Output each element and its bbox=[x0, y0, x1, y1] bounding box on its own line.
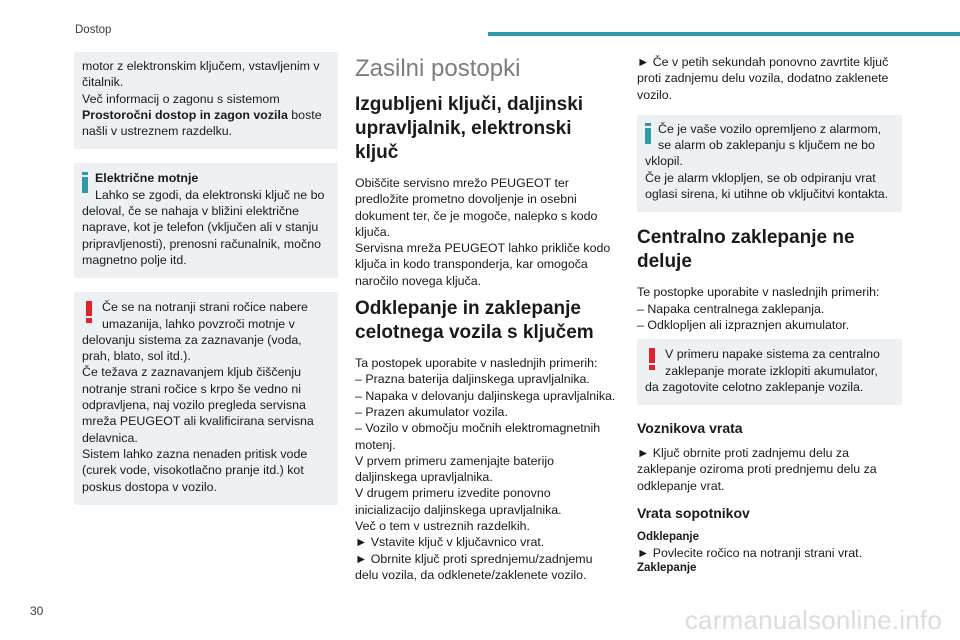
warning-icon bbox=[86, 301, 92, 323]
section-header: Dostop bbox=[75, 24, 112, 36]
box-text-pre: Več informacij o zagonu s sistemom bbox=[82, 91, 280, 106]
list-item: – Odklopljen ali izpraznjen akumulator. bbox=[637, 317, 850, 332]
info-icon bbox=[82, 172, 88, 193]
warning-text-1: Če se na notranji strani ročice nabere umazanija, lahko povzroči motnje v delovanju sistema za zaznavanje (voda, prah, blato, sol itd.). bbox=[82, 300, 308, 364]
step-item: ► Povlecite ročico na notranji strani vrat. bbox=[637, 546, 863, 561]
step-item: ► Ključ obrnite proti zadnjemu delu za zaklepanje oziroma proti prednjemu delu za odklepanje vrat. bbox=[637, 446, 877, 493]
unlock-text-1: V prvem primeru zamenjajte baterijo daljinskega upravljalnika. bbox=[355, 453, 555, 485]
list-item: – Prazen akumulator vozila. bbox=[355, 404, 508, 419]
watermark: carmanualsonline.info bbox=[684, 605, 942, 635]
info-box-alarm bbox=[637, 115, 902, 212]
page-number: 30 bbox=[30, 604, 44, 618]
chapter-title: Zasilni postopki bbox=[355, 55, 521, 82]
step-item: ► Obrnite ključ proti sprednjemu/zadnjemu delu vozila, da odklenete/zaklenete vozilo. bbox=[355, 551, 593, 582]
info-box-electric-interference bbox=[74, 163, 338, 278]
box-text-more bbox=[82, 91, 328, 140]
unlock-intro: Ta postopek uporabite v naslednjih primerih: bbox=[355, 356, 598, 371]
warning-text-3: Sistem lahko zazna nenaden pritisk vode (curek vode, visokotlačno pranje itd.) kot poskus dostopa v vozilo. bbox=[82, 446, 308, 494]
column-middle bbox=[355, 52, 619, 583]
feature-name: Prostoročni dostop in zagon vozila bbox=[82, 107, 288, 122]
info-icon bbox=[645, 123, 651, 144]
heading-driver-door: Voznikova vrata bbox=[637, 420, 743, 437]
box-text-post: boste našli v ustreznem razdelku. bbox=[82, 107, 322, 139]
column-left bbox=[74, 52, 338, 519]
info-box-title: Električne motnje bbox=[95, 171, 199, 186]
step-item: ► Če v petih sekundah ponovno zavrtite ključ proti zadnjemu delu vozila, dodatno zaklenete vozilo. bbox=[637, 55, 889, 102]
list-item: – Prazna baterija daljinskega upravljalnika. bbox=[355, 372, 590, 387]
heading-passenger-doors: Vrata sopotnikov bbox=[637, 505, 750, 522]
central-intro: Te postopke uporabite v naslednjih primerih: bbox=[637, 285, 880, 300]
warning-text-2: Če težava z zaznavanjem kljub čiščenju notranje strani ročice s krpo še vedno ni odpravljena, naj vozilo pregleda servisna mreža PEUGEOT ali kvalificirana servisna delavnica. bbox=[82, 365, 314, 445]
lost-keys-text-1: Obiščite servisno mrežo PEUGEOT ter predložite prometno dovoljenje in osebni dokument ter, če je mogoče, nalepko s kodo ključa. bbox=[355, 176, 598, 239]
unlock-text-2: V drugem primeru izvedite ponovno inicializacijo daljinskega upravljalnika. bbox=[355, 486, 562, 517]
info-box-text: Če je vaše vozilo opremljeno z alarmom, se alarm ob zaklepanju s ključem ne bo vklopil. bbox=[645, 121, 882, 169]
info-box-text-2: Če je alarm vklopljen, se ob odpiranju vrat oglasi sirena, ki utihne ob vključitvi kontakta. bbox=[645, 170, 889, 202]
box-text: motor z elektronskim ključem, vstavljenim v čitalnik. bbox=[82, 59, 320, 90]
warning-box-handle-dirt bbox=[74, 292, 338, 505]
list-item: – Napaka centralnega zaklepanja. bbox=[637, 301, 825, 316]
info-box-text: Lahko se zgodi, da elektronski ključ ne bo deloval, če se nahaja v bližini električne naprave, kot je telefon (vključen ali v stanju pripravljenosti), prenosni računalnik, močno magnetno polje itd. bbox=[82, 187, 325, 267]
header-accent-bar bbox=[488, 32, 960, 36]
warning-box-central-locking bbox=[637, 339, 902, 405]
heading-lost-keys: Izgubljeni ključi, daljinski upravljalnik, elektronski ključ bbox=[355, 94, 584, 163]
subheading-locking: Zaklepanje bbox=[637, 562, 697, 575]
lost-keys-text-2: Servisna mreža PEUGEOT lahko prikliče kodo ključa in kodo transponderja, kar omogoča naročilo novega ključa. bbox=[355, 241, 611, 288]
subheading-unlocking: Odklepanje bbox=[637, 531, 699, 544]
warning-icon bbox=[649, 348, 655, 370]
step-item: ► Vstavite ključ v ključavnico vrat. bbox=[355, 535, 545, 550]
heading-central-locking: Centralno zaklepanje ne deluje bbox=[637, 227, 855, 273]
warning-text: V primeru napake sistema za centralno zaklepanje morate izklopiti akumulator, da zagotovite celotno zaklepanje vozila. bbox=[645, 347, 880, 394]
unlock-text-3: Več o tem v ustreznih razdelkih. bbox=[355, 519, 530, 534]
list-item: – Vozilo v območju močnih elektromagnetnih motenj. bbox=[355, 421, 601, 452]
continuation-box bbox=[74, 52, 338, 149]
list-item: – Napaka v delovanju daljinskega upravljalnika. bbox=[355, 388, 616, 403]
column-right bbox=[637, 52, 902, 576]
heading-unlock-lock: Odklepanje in zaklepanje celotnega vozila s ključem bbox=[355, 298, 594, 344]
